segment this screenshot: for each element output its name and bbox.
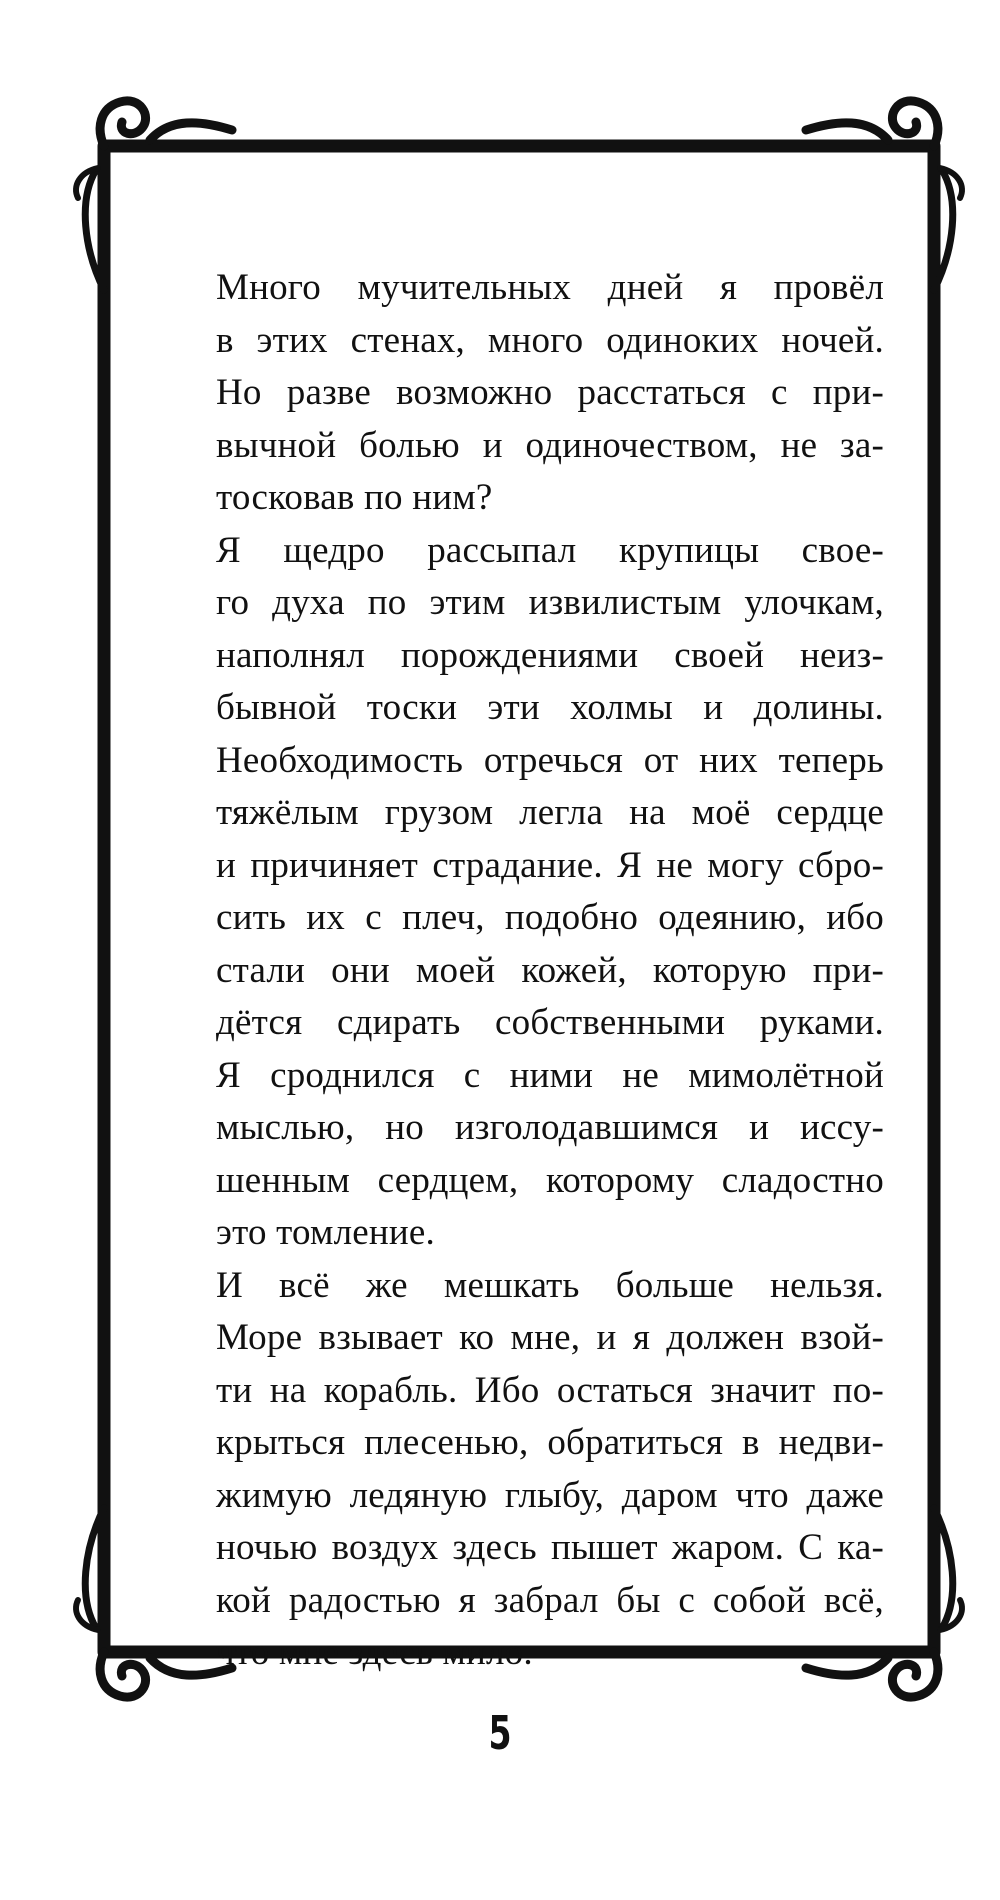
text-line: Я щедро рассыпал крупицы свое-: [216, 529, 884, 571]
text-line: мыслью, но изголодавшимся и иссу-: [216, 1107, 884, 1148]
text-line: Необходимость отречься от них теперь: [216, 739, 884, 781]
text-line: и причиняет страдание. Я не могу сбро-: [216, 844, 884, 886]
text-line: стали они моей кожей, которую при-: [216, 949, 884, 991]
text-line: тяжёлым грузом легла на моё сердце: [216, 792, 884, 833]
text-line: дётся сдирать собственными руками.: [216, 1002, 884, 1043]
text-line: Море взывает ко мне, и я должен взой-: [216, 1317, 884, 1358]
text-line: в этих стенах, много одиноких ночей.: [216, 319, 884, 361]
page-number: 5: [488, 1706, 512, 1760]
text-line: это томление.: [216, 1212, 435, 1253]
body-text: [162, 262, 884, 1680]
text-line: го духа по этим извилистым улочкам,: [216, 582, 884, 623]
text-line: Я сроднился с ними не мимолётной: [216, 1054, 884, 1096]
text-line: Много мучительных дней я провёл: [216, 267, 884, 308]
text-line: что мне здесь мило.: [216, 1632, 533, 1673]
text-line: наполнял порождениями своей неиз-: [216, 634, 884, 676]
text-line: И всё же мешкать больше нельзя.: [216, 1264, 884, 1306]
paragraph-1: [162, 262, 884, 525]
paragraph-3: [162, 1260, 884, 1680]
text-line: Но разве возможно расстаться с при-: [216, 372, 884, 413]
text-line: вычной болью и одиночеством, не за-: [216, 424, 884, 466]
paragraph-2: [162, 525, 884, 1260]
text-line: тосковав по ним?: [216, 477, 493, 518]
text-line: бывной тоски эти холмы и долины.: [216, 687, 884, 728]
text-line: жимую ледяную глыбу, даром что даже: [216, 1474, 884, 1516]
text-line: шенным сердцем, которому сладостно: [216, 1159, 884, 1201]
text-line: сить их с плеч, подобно одеянию, ибо: [216, 897, 884, 938]
text-line: ночью воздух здесь пышет жаром. С ка-: [216, 1527, 884, 1568]
text-line: ти на корабль. Ибо остаться значит по-: [216, 1369, 884, 1411]
text-line: кой радостью я забрал бы с собой всё,: [216, 1579, 884, 1621]
text-line: крыться плесенью, обратиться в недви-: [216, 1422, 884, 1463]
